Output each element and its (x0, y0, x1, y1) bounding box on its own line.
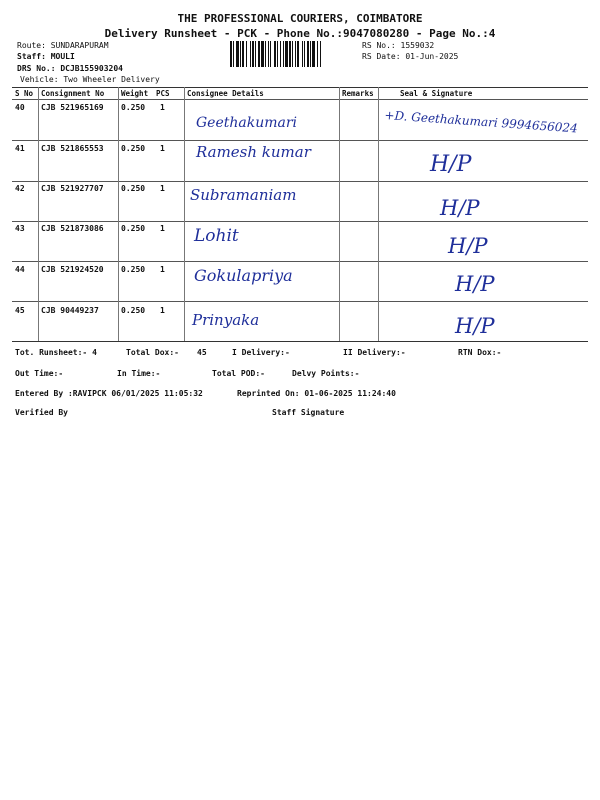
row-pcs: 1 (160, 144, 165, 153)
staff-label: Staff: MOULI (17, 52, 75, 61)
column-divider (118, 87, 119, 341)
barcode-bar (270, 41, 271, 67)
column-header-weight: Weight (121, 89, 149, 98)
row-pcs: 1 (160, 224, 165, 233)
barcode-bar (233, 41, 234, 67)
out-time: Out Time:- (15, 369, 64, 378)
row-weight: 0.250 (121, 265, 146, 274)
row-weight: 0.250 (121, 184, 146, 193)
row-consignee-handwritten: Lohit (194, 226, 239, 246)
row-sno: 43 (15, 224, 25, 233)
row-weight: 0.250 (121, 306, 146, 315)
row-sno: 45 (15, 306, 25, 315)
row-pcs: 1 (160, 306, 165, 315)
barcode-bar (280, 41, 281, 67)
barcode-bar (283, 41, 284, 67)
column-header-sno: S No (15, 89, 34, 98)
barcode-bar (310, 41, 311, 67)
barcode-bar (240, 41, 241, 67)
row-seal-signature: H/P (440, 196, 480, 220)
tot-runsheet: Tot. Runsheet:- 4 (15, 348, 97, 357)
verified-by: Verified By (15, 408, 68, 417)
column-header-consignment: Consignment No (41, 89, 105, 98)
row-consignee-handwritten: Geethakumari (196, 115, 298, 131)
row-weight: 0.250 (121, 103, 146, 112)
table-top-border (12, 87, 588, 88)
company-title: THE PROFESSIONAL COURIERS, COIMBATORE (177, 12, 423, 25)
rs-number: RS No.: 1559032 (362, 41, 435, 50)
row-consignee-handwritten: Prinyaka (192, 311, 260, 329)
route-label: Route: SUNDARAPURAM (17, 41, 109, 50)
reprinted-on: Reprinted On: 01-06-2025 11:24:40 (237, 389, 396, 398)
barcode-bar (261, 41, 264, 67)
row-consignment: CJB 521924520 (41, 265, 104, 274)
barcode-bar (277, 41, 278, 67)
barcode-bar (295, 41, 296, 67)
column-divider (339, 87, 340, 341)
rs-date: RS Date: 01-Jun-2025 (362, 52, 459, 61)
barcode-bar (250, 41, 251, 67)
barcode-bar (292, 41, 293, 67)
barcode-bar (320, 41, 321, 67)
barcode-bar (289, 41, 291, 67)
row-seal-signature: H/P (455, 314, 495, 338)
row-consignee-handwritten: Subramaniam (190, 186, 297, 204)
row-consignment: CJB 521865553 (41, 144, 104, 153)
row-consignment: CJB 521927707 (41, 184, 104, 193)
barcode-bar (258, 41, 260, 67)
row-divider (12, 140, 588, 141)
row-seal-signature: H/P (430, 152, 472, 177)
barcode-bar (242, 41, 244, 67)
barcode (230, 41, 358, 67)
column-divider (184, 87, 185, 341)
delvy-points: Delvy Points:- (292, 369, 360, 378)
barcode-bar (312, 41, 315, 67)
row-pcs: 1 (160, 184, 165, 193)
row-seal-signature: H/P (455, 272, 495, 296)
barcode-bar (317, 41, 318, 67)
row-seal-signature: +D. Geethakumari 9994656024 (384, 108, 579, 136)
column-divider (378, 87, 379, 341)
row-sno: 44 (15, 265, 25, 274)
ii-delivery: II Delivery:- (343, 348, 406, 357)
i-delivery: I Delivery:- (232, 348, 290, 357)
row-sno: 40 (15, 103, 25, 112)
header-bottom-border (12, 99, 588, 100)
barcode-bar (246, 41, 247, 67)
row-consignee-handwritten: Ramesh kumar (196, 143, 311, 161)
column-header-remarks: Remarks (342, 89, 374, 98)
column-header-consignee: Consignee Details (187, 89, 264, 98)
total-dox-value: 45 (197, 348, 207, 357)
row-consignee-handwritten: Gokulapriya (194, 266, 293, 285)
barcode-bar (236, 41, 239, 67)
row-consignment: CJB 521873086 (41, 224, 104, 233)
total-pod: Total POD:- (212, 369, 265, 378)
barcode-bar (252, 41, 254, 67)
barcode-bar (302, 41, 303, 67)
row-consignment: CJB 90449237 (41, 306, 99, 315)
barcode-bar (230, 41, 232, 67)
row-divider (12, 221, 588, 222)
barcode-bar (255, 41, 256, 67)
column-header-pcs: PCS (156, 89, 170, 98)
row-sno: 42 (15, 184, 25, 193)
row-seal-signature: H/P (448, 234, 488, 258)
row-divider (12, 301, 588, 302)
row-consignment: CJB 521965169 (41, 103, 104, 112)
rtn-dox: RTN Dox:- (458, 348, 502, 357)
barcode-bar (268, 41, 269, 67)
row-pcs: 1 (160, 103, 165, 112)
table-bottom-border (12, 341, 588, 342)
vehicle-label: Vehicle: Two Wheeler Delivery (20, 75, 160, 84)
row-sno: 41 (15, 144, 25, 153)
barcode-bar (274, 41, 276, 67)
barcode-bar (307, 41, 309, 67)
runsheet-subtitle: Delivery Runsheet - PCK - Phone No.:9047080280 - Page No.:4 (104, 27, 496, 40)
barcode-bar (297, 41, 299, 67)
barcode-bar (265, 41, 266, 67)
total-dox-label: Total Dox:- (126, 348, 179, 357)
barcode-bar (285, 41, 288, 67)
barcode-bar (304, 41, 305, 67)
row-divider (12, 261, 588, 262)
column-header-seal-signature: Seal & Signature (400, 89, 473, 98)
entered-by: Entered By :RAVIPCK 06/01/2025 11:05:32 (15, 389, 203, 398)
row-weight: 0.250 (121, 224, 146, 233)
row-pcs: 1 (160, 265, 165, 274)
drs-number: DRS No.: DCJB155903204 (17, 64, 123, 73)
in-time: In Time:- (117, 369, 161, 378)
row-weight: 0.250 (121, 144, 146, 153)
column-divider (38, 87, 39, 341)
staff-signature: Staff Signature (272, 408, 345, 417)
row-divider (12, 181, 588, 182)
